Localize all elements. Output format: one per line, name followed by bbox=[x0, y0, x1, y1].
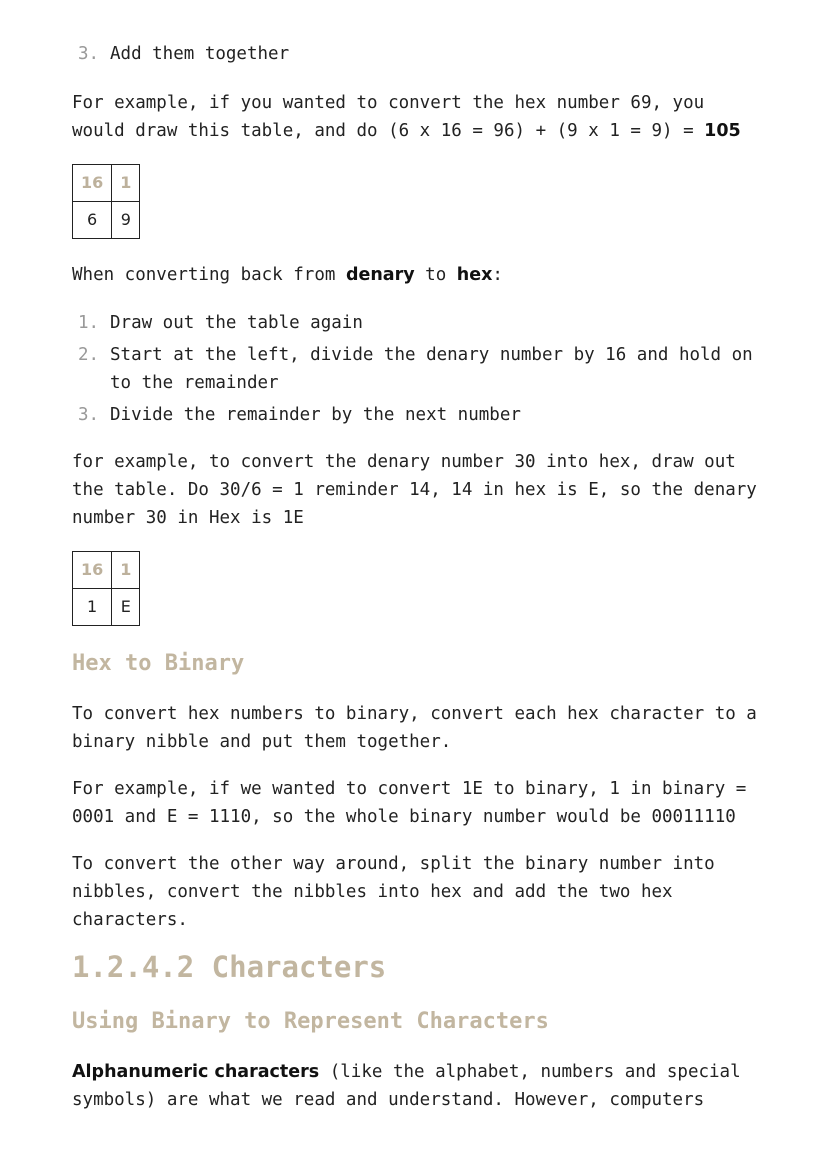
bold-term: hex bbox=[456, 265, 493, 285]
table-header-row bbox=[73, 552, 140, 589]
list-number: 3. bbox=[78, 405, 100, 425]
list-item bbox=[72, 309, 762, 337]
table-header-cell: 1 bbox=[112, 165, 140, 202]
paragraph-hex-to-binary: To convert hex numbers to binary, convert each hex character to a binary nibble and put them together. bbox=[72, 704, 757, 752]
list-item bbox=[72, 40, 762, 68]
hex-table-2 bbox=[72, 551, 140, 626]
paragraph-text: For example, if you wanted to convert the hex number 69, you would draw this table, and do (6 x 16 = 96) + (9 x 1 = 9) = bbox=[72, 93, 705, 141]
list-number: 1. bbox=[78, 313, 100, 333]
result-value: 105 bbox=[704, 121, 741, 141]
paragraph-hex-example bbox=[72, 89, 762, 145]
paragraph-denary-example: for example, to convert the denary number 30 into hex, draw out the table. Do 30/6 = 1 reminder 14, 14 in hex is E, so the denary number 30 in Hex is 1E bbox=[72, 452, 757, 528]
subheading-using-binary: Using Binary to Represent Characters bbox=[72, 1009, 549, 1034]
bold-term: Alphanumeric characters bbox=[72, 1062, 320, 1082]
numbered-list-partial bbox=[72, 40, 762, 72]
paragraph-denary-to-hex bbox=[72, 261, 762, 289]
bold-term: denary bbox=[345, 265, 415, 285]
table-cell: E bbox=[112, 589, 140, 626]
paragraph-text: (like the alphabet, numbers and special symbols) are what we read and understand. However, computers bbox=[72, 1062, 741, 1110]
table-cell: 1 bbox=[73, 589, 112, 626]
text: : bbox=[492, 265, 503, 285]
table-row bbox=[73, 589, 140, 626]
list-item-text: Draw out the table again bbox=[110, 313, 363, 333]
paragraph-binary-to-hex: To convert the other way around, split the binary number into nibbles, convert the nibbles into hex and add the two hex characters. bbox=[72, 854, 715, 930]
numbered-list bbox=[72, 309, 762, 433]
paragraph-alphanumeric bbox=[72, 1058, 762, 1114]
list-number: 3. bbox=[78, 44, 100, 64]
table-row bbox=[73, 202, 140, 239]
table-header-cell: 16 bbox=[73, 165, 112, 202]
paragraph-binary-example: For example, if we wanted to convert 1E to binary, 1 in binary = 0001 and E = 1110, so the whole binary number would be 00011110 bbox=[72, 779, 747, 827]
table-header-cell: 16 bbox=[73, 552, 112, 589]
list-item-text: Divide the remainder by the next number bbox=[110, 405, 521, 425]
table-header-cell: 1 bbox=[112, 552, 140, 589]
hex-table-1 bbox=[72, 164, 140, 239]
table-cell: 6 bbox=[73, 202, 112, 239]
list-item-text: Add them together bbox=[110, 44, 290, 64]
list-item bbox=[72, 341, 762, 397]
table-header-row bbox=[73, 165, 140, 202]
list-item-text: Start at the left, divide the denary number by 16 and hold on to the remainder bbox=[110, 345, 753, 393]
section-heading-characters: 1.2.4.2 Characters bbox=[72, 950, 387, 984]
table-cell: 9 bbox=[112, 202, 140, 239]
list-number: 2. bbox=[78, 345, 100, 365]
section-heading-hex-to-binary: Hex to Binary bbox=[72, 651, 245, 676]
text: to bbox=[414, 265, 457, 285]
text: When converting back from bbox=[72, 265, 346, 285]
list-item bbox=[72, 401, 762, 429]
